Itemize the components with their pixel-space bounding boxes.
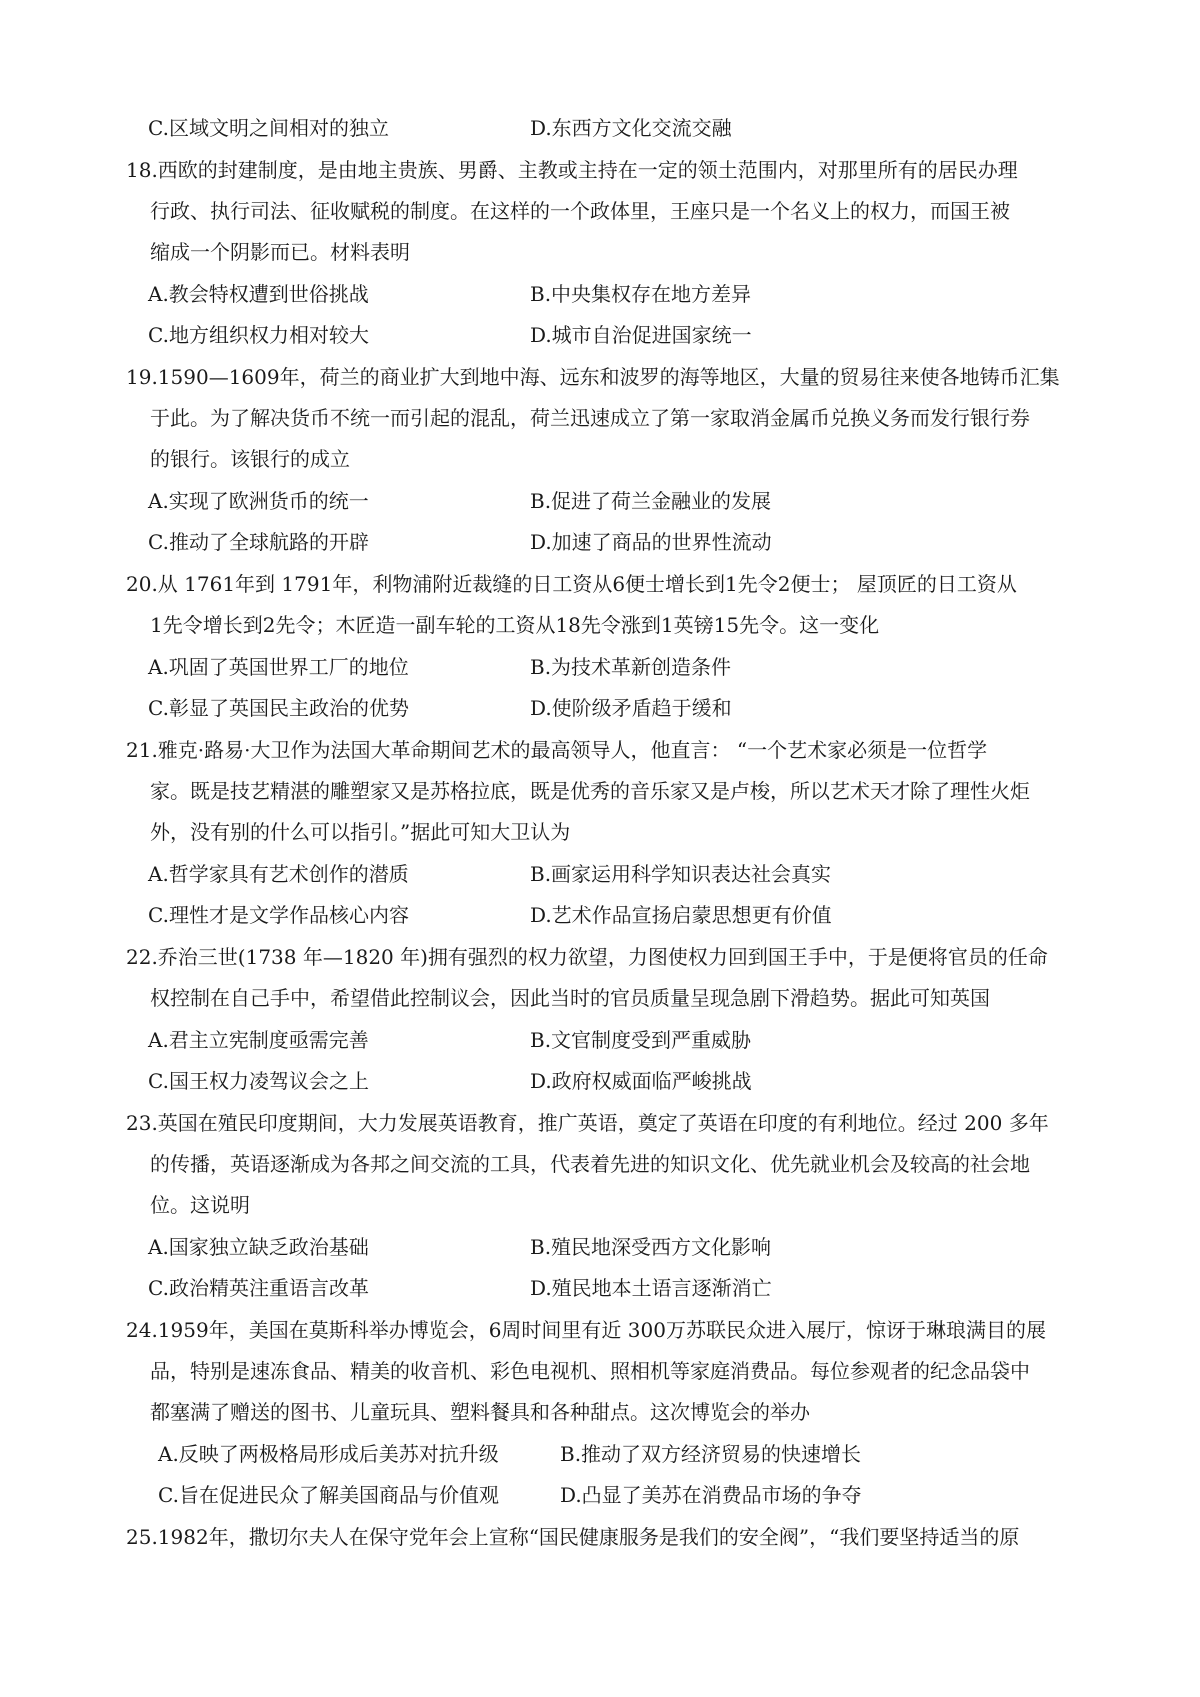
q22-stem-line-2: 权控制在自己手中，希望借此控制议会，因此当时的官员质量呈现急剧下滑趋势。据此可知英国 — [150, 986, 990, 1010]
q18-option-b: B.中央集权存在地方差异 — [530, 282, 752, 306]
q23-option-a: A.国家独立缺乏政治基础 — [148, 1235, 369, 1259]
q19-option-d: D.加速了商品的世界性流动 — [530, 530, 772, 554]
q23-option-d: D.殖民地本土语言逐渐消亡 — [530, 1276, 772, 1300]
q20-option-c: C.彰显了英国民主政治的优势 — [148, 696, 409, 720]
q21-option-a: A.哲学家具有艺术创作的潜质 — [148, 862, 409, 886]
q21-stem-line-3: 外，没有别的什么可以指引。”据此可知大卫认为 — [150, 820, 571, 844]
q18-stem-line-2: 行政、执行司法、征收赋税的制度。在这样的一个政体里，王座只是一个名义上的权力，而国王被 — [150, 199, 1010, 223]
q20-option-a: A.巩固了英国世界工厂的地位 — [148, 655, 409, 679]
q24-option-c: C.旨在促进民众了解美国商品与价值观 — [158, 1483, 499, 1507]
q18-option-d: D.城市自治促进国家统一 — [530, 323, 752, 347]
q19-option-a: A.实现了欧洲货币的统一 — [148, 489, 369, 513]
q18-option-c: C.地方组织权力相对较大 — [148, 323, 369, 347]
q19-stem-line-2: 于此。为了解决货币不统一而引起的混乱，荷兰迅速成立了第一家取消金属币兑换义务而发行银行券 — [150, 406, 1030, 430]
q24-option-a: A.反映了两极格局形成后美苏对抗升级 — [158, 1442, 499, 1466]
q17-option-c: C.区域文明之间相对的独立 — [148, 116, 389, 140]
q19-option-b: B.促进了荷兰金融业的发展 — [530, 489, 772, 513]
q21-option-d: D.艺术作品宣扬启蒙思想更有价值 — [530, 903, 832, 927]
q20-option-b: B.为技术革新创造条件 — [530, 655, 732, 679]
q24-stem-line-2: 品，特别是速冻食品、精美的收音机、彩色电视机、照相机等家庭消费品。每位参观者的纪念品袋中 — [150, 1359, 1030, 1383]
q19-option-c: C.推动了全球航路的开辟 — [148, 530, 369, 554]
q21-stem-line-2: 家。既是技艺精湛的雕塑家又是苏格拉底，既是优秀的音乐家又是卢梭，所以艺术天才除了理性火炬 — [150, 779, 1030, 803]
q22-stem-line-1: 22.乔治三世(1738 年—1820 年)拥有强烈的权力欲望，力图使权力回到国王手中，于是便将官员的任命 — [126, 945, 1048, 969]
q23-option-b: B.殖民地深受西方文化影响 — [530, 1235, 772, 1259]
q23-stem-line-3: 位。这说明 — [150, 1193, 250, 1217]
q20-stem-line-2: 1先令增长到2先令；木匠造一副车轮的工资从18先令涨到1英镑15先令。这一变化 — [150, 613, 880, 637]
q22-option-b: B.文官制度受到严重威胁 — [530, 1028, 752, 1052]
q22-option-d: D.政府权威面临严峻挑战 — [530, 1069, 752, 1093]
q20-stem-line-1: 20.从 1761年到 1791年，利物浦附近裁缝的日工资从6便士增长到1先令2便士； 屋顶匠的日工资从 — [126, 572, 1017, 596]
q23-stem-line-2: 的传播，英语逐渐成为各邦之间交流的工具，代表着先进的知识文化、优先就业机会及较高的社会地 — [150, 1152, 1030, 1176]
q22-option-c: C.国王权力凌驾议会之上 — [148, 1069, 369, 1093]
q24-stem-line-1: 24.1959年，美国在莫斯科举办博览会，6周时间里有近 300万苏联民众进入展厅，惊讶于琳琅满目的展 — [126, 1318, 1046, 1342]
q25-stem-line-1: 25.1982年，撒切尔夫人在保守党年会上宣称“国民健康服务是我们的安全阀”，“我们要坚持适当的原 — [126, 1525, 1020, 1549]
q21-option-b: B.画家运用科学知识表达社会真实 — [530, 862, 832, 886]
q18-stem-line-1: 18.西欧的封建制度，是由地主贵族、男爵、主教或主持在一定的领土范围内，对那里所有的居民办理 — [126, 158, 1018, 182]
q24-option-b: B.推动了双方经济贸易的快速增长 — [560, 1442, 862, 1466]
q24-option-d: D.凸显了美苏在消费品市场的争夺 — [560, 1483, 862, 1507]
q23-stem-line-1: 23.英国在殖民印度期间，大力发展英语教育，推广英语，奠定了英语在印度的有利地位。经过 200 多年 — [126, 1111, 1049, 1135]
q19-stem-line-1: 19.1590—1609年，荷兰的商业扩大到地中海、远东和波罗的海等地区，大量的贸易往来使各地铸币汇集 — [126, 365, 1060, 389]
q20-option-d: D.使阶级矛盾趋于缓和 — [530, 696, 732, 720]
q17-option-d: D.东西方文化交流交融 — [530, 116, 732, 140]
q18-option-a: A.教会特权遭到世俗挑战 — [148, 282, 369, 306]
q22-option-a: A.君主立宪制度亟需完善 — [148, 1028, 369, 1052]
q19-stem-line-3: 的银行。该银行的成立 — [150, 447, 350, 471]
q24-stem-line-3: 都塞满了赠送的图书、儿童玩具、塑料餐具和各种甜点。这次博览会的举办 — [150, 1400, 810, 1424]
q23-option-c: C.政治精英注重语言改革 — [148, 1276, 369, 1300]
q21-stem-line-1: 21.雅克·路易·大卫作为法国大革命期间艺术的最高领导人，他直言： “一个艺术家必须是一位哲学 — [126, 738, 988, 762]
q21-option-c: C.理性才是文学作品核心内容 — [148, 903, 409, 927]
q18-stem-line-3: 缩成一个阴影而已。材料表明 — [150, 240, 410, 264]
